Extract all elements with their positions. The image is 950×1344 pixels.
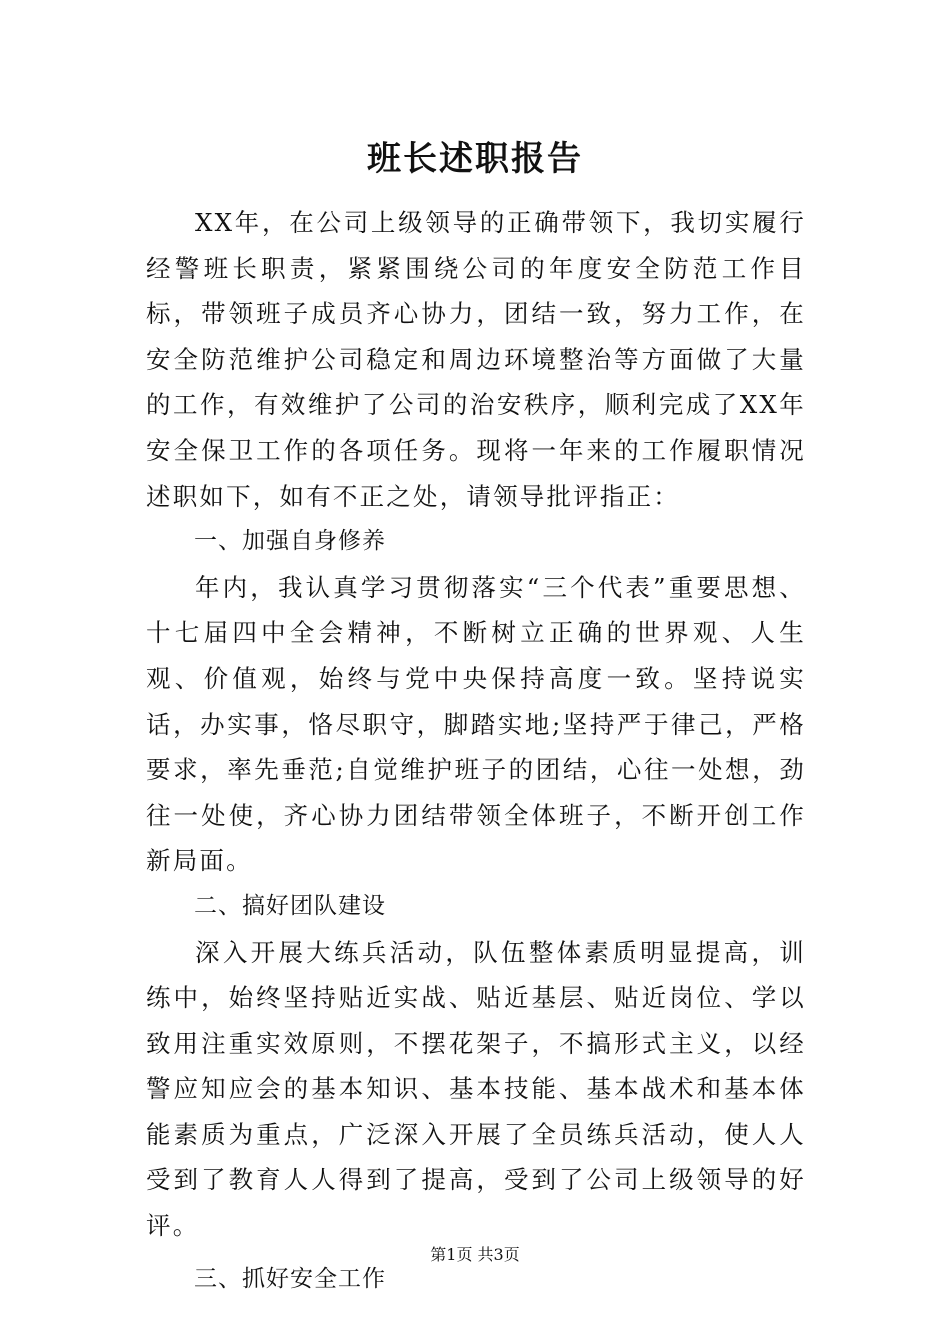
- section-body-2: 深入开展大练兵活动，队伍整体素质明显提高，训练中，始终坚持贴近实战、贴近基层、贴近岗位、学以致用注重实效原则，不摆花架子，不搞形式主义，以经警应知应会的基本知识、基本技能、基本战术和基本体能素质为重点，广泛深入开展了全员练兵活动，使人人受到了教育人人得到了提高，受到了公司上级领导的好评。: [146, 937, 806, 1241]
- document-body: [146, 200, 806, 1302]
- section-heading-3: 三、抓好安全工作: [194, 1265, 386, 1292]
- page-footer: 第1页 共3页: [430, 1245, 520, 1264]
- section-heading-2: 二、搞好团队建设: [194, 892, 386, 919]
- section-body-1: 年内，我认真学习贯彻落实“三个代表”重要思想、十七届四中全会精神，不断树立正确的世界观、人生观、价值观，始终与党中央保持高度一致。坚持说实话，办实事，恪尽职守，脚踏实地;坚持严于律己，严格要求，率先垂范;自觉维护班子的团结，心往一处想，劲往一处使，齐心协力团结带领全体班子，不断开创工作新局面。: [146, 572, 806, 876]
- document-title: 班长述职报告: [367, 139, 583, 179]
- section-heading-1: 一、加强自身修养: [194, 528, 386, 555]
- intro-paragraph: XX年，在公司上级领导的正确带领下，我切实履行经警班长职责，紧紧围绕公司的年度安全防范工作目标，带领班子成员齐心协力，团结一致，努力工作，在安全防范维护公司稳定和周边环境整治等方面做了大量的工作，有效维护了公司的治安秩序，顺利完成了XX年安全保卫工作的各项任务。现将一年来的工作履职情况述职如下，如有不正之处，请领导批评指正：: [146, 208, 806, 511]
